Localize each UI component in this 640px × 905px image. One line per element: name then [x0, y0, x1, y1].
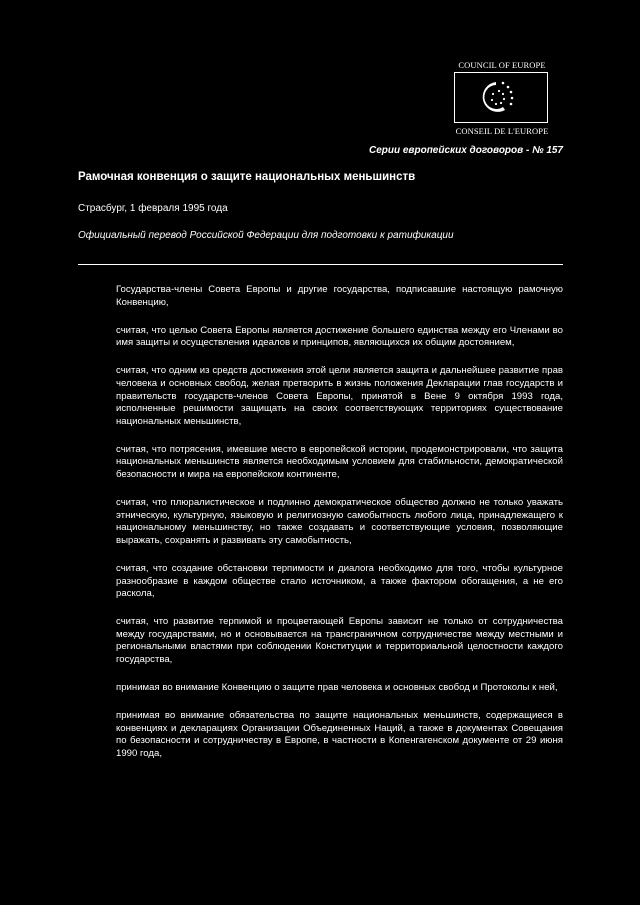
preamble-paragraph: считая, что потрясения, имевшие место в европейской истории, продемонстрировали, что защита национальных меньшинств является необходимым условием для стабильности, демократической безопасности и мира на европейском континенте,: [116, 443, 563, 481]
treaty-series-number: Серии европейских договоров - № 157: [368, 145, 563, 156]
org-name-english: COUNCIL OF EUROPE: [458, 60, 546, 70]
org-name-french: CONSEIL DE L'EUROPE: [455, 126, 549, 136]
horizontal-divider: [78, 264, 563, 265]
preamble-paragraph: считая, что плюралистическое и подлинно демократическое общество должно не только уважать этническую, культурную, языковую и религиозную самобытность любого лица, принадлежащего к национальному меньшинству, но также создавать и соответствующие условия, позволяющие выражать, сохранять и развивать эту самобытность,: [116, 497, 563, 546]
place-and-date: Страсбург, 1 февраля 1995 года: [78, 203, 228, 214]
emblem-frame: [454, 72, 548, 123]
preamble-paragraph: принимая во внимание обязательства по защите национальных меньшинств, содержащиеся в конвенциях и декларациях Организации Объединенных Наций, а также в документах Совещания по безопасности и сотрудничеству в Европе, в частности в Копенгагенском документе от 29 июня 1990 года,: [116, 710, 563, 760]
translation-note: Официальный перевод Российской Федерации для подготовки к ратификации: [78, 230, 454, 241]
stars-circle-icon: [455, 73, 547, 122]
preamble-paragraph: считая, что создание обстановки терпимости и диалога необходимо для того, чтобы культурное разнообразие в каждом обществе стало источником, а также фактором обогащения, а не его раскола,: [116, 563, 563, 600]
preamble-paragraph: считая, что развитие терпимой и процветающей Европы зависит не только от сотрудничества между государствами, но и основывается на трансграничном сотрудничестве между местными и региональными властями при соблюдении Конституции и территориальной целостности каждого государства,: [116, 616, 563, 666]
preamble-paragraph: считая, что целью Совета Европы является достижение большего единства между его Членами во имя защиты и осуществления идеалов и принципов, являющихся их общим достоянием,: [116, 324, 563, 349]
preamble: [116, 284, 563, 776]
preamble-paragraph: принимая во внимание Конвенцию о защите прав человека и основных свобод и Протоколы к ней,: [116, 682, 558, 694]
preamble-paragraph: считая, что одним из средств достижения этой цели является защита и дальнейшее развитие прав человека и основных свобод, желая претворить в жизнь положения Декларации глав государств и правительств государств-членов Совета Европы, принятой в Вене 9 октября 1993 года, исполненные решимости защищать на своих соответствующих территориях существование национальных меньшинств,: [116, 365, 563, 427]
council-of-europe-logo: [452, 60, 552, 138]
document-title: Рамочная конвенция о защите национальных меньшинств: [78, 171, 416, 183]
preamble-paragraph: Государства-члены Совета Европы и другие государства, подписавшие настоящую рамочную Конвенцию,: [116, 284, 563, 308]
